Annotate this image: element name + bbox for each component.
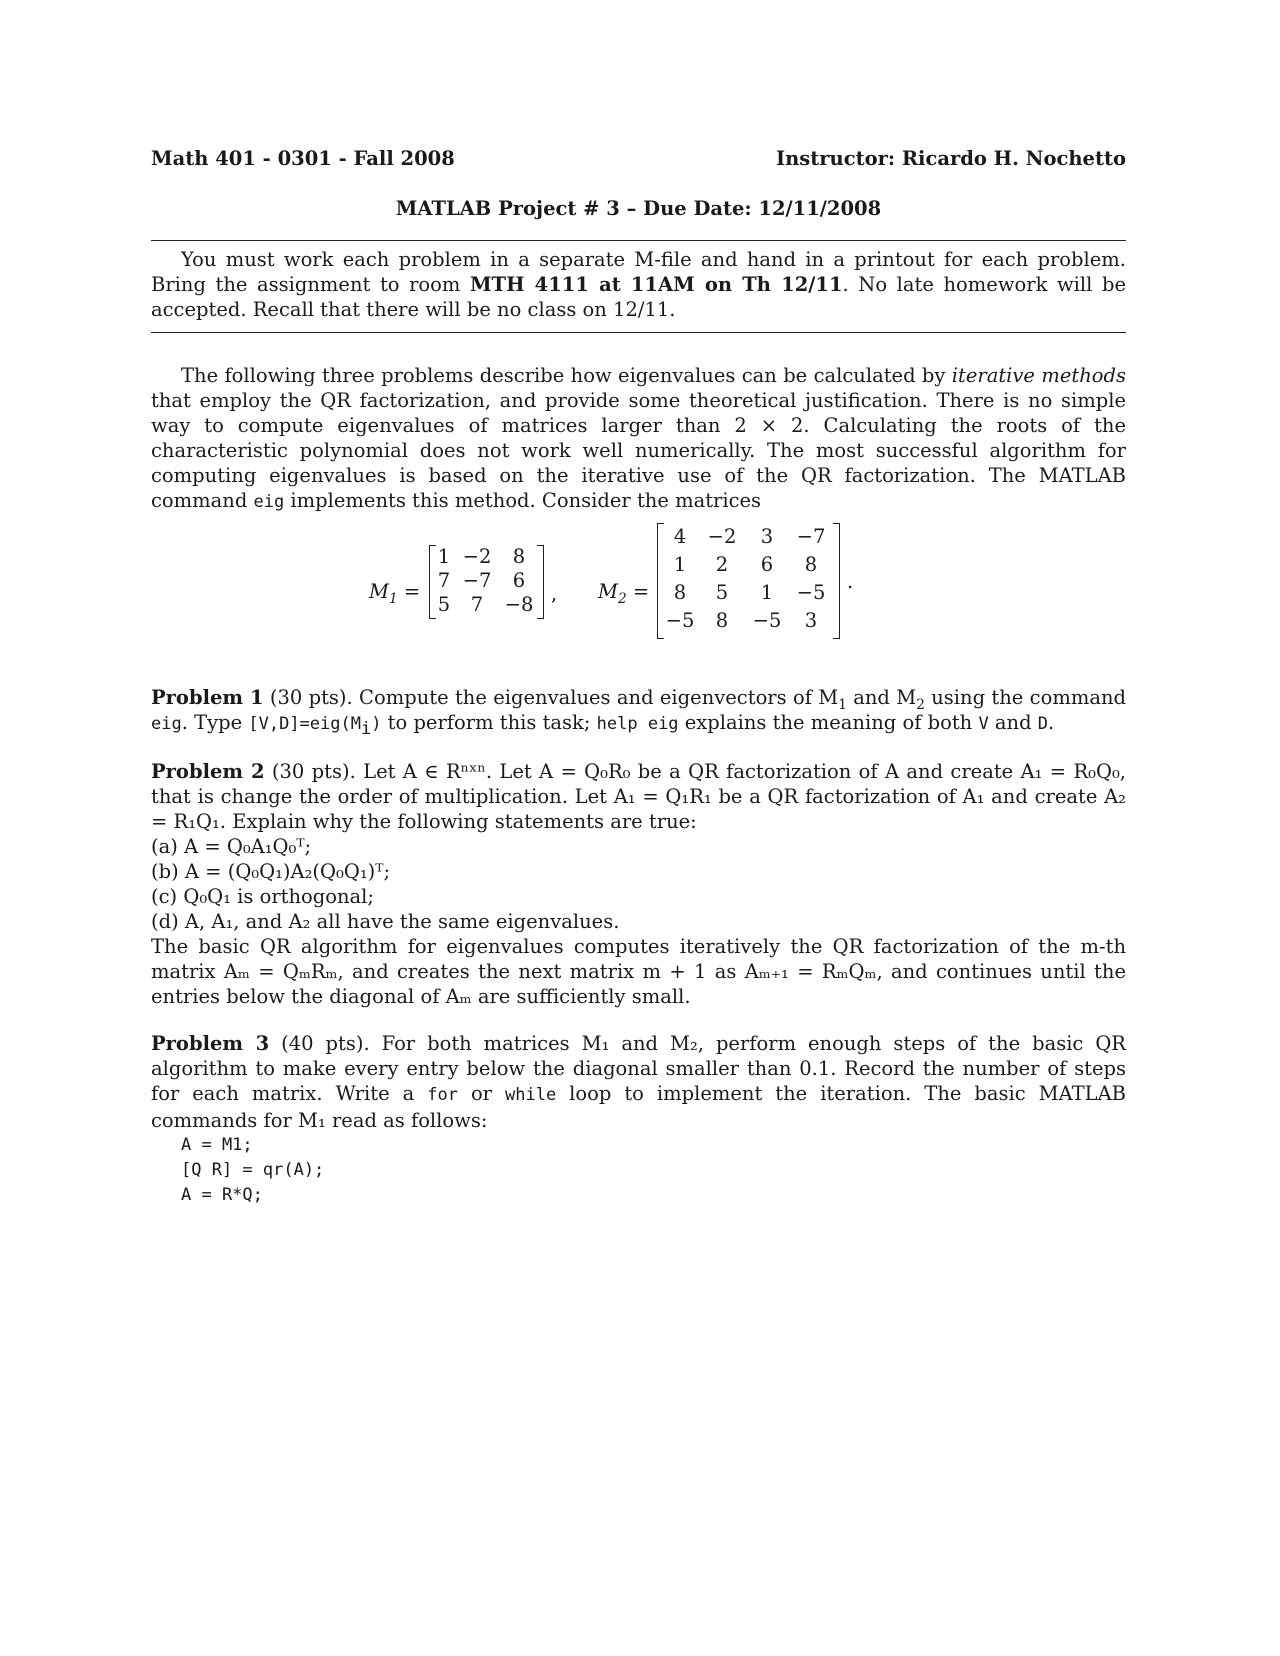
instructor-label: Instructor: Ricardo H. Nochetto [775, 147, 1126, 170]
m1-matrix [433, 545, 539, 617]
matrices-display [151, 523, 1126, 663]
list-item: (b) A = (Q₀Q₁)A₂(Q₀Q₁)ᵀ; [151, 860, 391, 883]
submission-notice [151, 241, 1126, 332]
matrix-entry: 5 [715, 581, 729, 604]
list-item: (a) A = Q₀A₁Q₀ᵀ; [151, 835, 312, 858]
problem-2-items [151, 834, 1126, 934]
matrix-entry: 3 [760, 525, 774, 548]
code-line: [Q R] = qr(A); [181, 1160, 325, 1180]
matrix-entry: 6 [760, 553, 774, 576]
code-block [181, 1133, 1126, 1208]
problem-1-heading: Problem 1 [151, 686, 264, 709]
matrix-entry: 3 [804, 609, 818, 632]
problem-1: Problem 1 (30 pts). Compute the eigenvalues and eigenvectors of $M_1$ and $M_2$ using the command eig. Type $[V,D]=eig(M_i)$ to perform this task; help eig explains the meaning of both V and D. [151, 686, 1126, 739]
document-page [151, 146, 1126, 1208]
matrix-entry: 1 [673, 553, 687, 576]
intro-command: eig [253, 492, 285, 512]
m2-right-bracket [833, 523, 840, 639]
intro-text-2: that employ the QR factorization, and provide some theoretical justification. There is no simple way to compute eigenvalues of matrices larger than 2 × 2. Calculating the roots of the characteristic polynomial does not work well numerically. The most successful algorithm for computing eigenvalues is based on the iterative use of the QR factorization. The MATLAB command [151, 389, 1126, 512]
document-header [151, 146, 1126, 176]
matrix-entry: −7 [462, 569, 492, 592]
list-item: (d) A, A₁, and A₂ all have the same eigenvalues. [151, 910, 620, 933]
matrix-entry: 1 [760, 581, 774, 604]
matrix-entry: 1 [437, 545, 451, 568]
intro-emphasis: iterative methods [951, 364, 1126, 387]
intro-paragraph [151, 363, 1126, 515]
m2-period: . [847, 570, 854, 593]
problem-2-closing: The basic QR algorithm for eigenvalues computes iteratively the QR factorization of the m-th matrix Aₘ = QₘRₘ, and creates the next matrix m + 1 as Aₘ₊₁ = RₘQₘ, and continues until the entries below the diagonal of Aₘ are sufficiently small. [151, 935, 1126, 1008]
matrix-entry: −5 [665, 609, 695, 632]
matrix-entry: 8 [804, 553, 818, 576]
m2-matrix [661, 523, 833, 635]
matrix-entry: −2 [707, 525, 737, 548]
problem-3: Problem 3 (40 pts). For both matrices M₁ and M₂, perform enough steps of the basic QR algorithm to make every entry below the diagonal smaller than 0.1. Record the number of steps for each matrix. Write a for or while loop to implement the iteration. The basic MATLAB commands for M₁ read as follows: A = M1; [Q R] = qr(A); A = R*Q; [151, 1031, 1126, 1208]
course-label: Math 401 - 0301 - Fall 2008 [151, 147, 455, 170]
notice-location-time: MTH 4111 at 11AM on Th 12/11 [469, 273, 843, 296]
matrix-entry: −2 [462, 545, 492, 568]
m1-label: $M_1$ = [369, 580, 421, 607]
problem-3-heading: Problem 3 [151, 1032, 270, 1055]
intro-text-3: implements this method. Consider the matrices [284, 489, 762, 512]
matrix-entry: 8 [715, 609, 729, 632]
matrix-entry: −5 [796, 581, 826, 604]
problem-2-text: (30 pts). Let A ∈ Rⁿˣⁿ. Let A = Q₀R₀ be a QR factorization of A and create A₁ = R₀Q₀, that is change the order of multiplication. Let A₁ = Q₁R₁ be a QR factorization of A₁ and create A₂ = R₁Q₁. Explain why the following statements are true: [151, 760, 1126, 833]
notice-text-2: . No late homework will be accepted. Recall that there will be no class on 12/11. [151, 273, 1126, 321]
m1-comma: , [551, 582, 558, 605]
notice-text-1: You must work each problem in a separate M-file and hand in a printout for each problem. Bring the assignment to room [151, 248, 1126, 296]
matrix-entry: 2 [715, 553, 729, 576]
code-line: A = M1; [181, 1135, 253, 1155]
matrix-entry: 6 [512, 569, 526, 592]
matrix-entry: −7 [796, 525, 826, 548]
project-title: MATLAB Project # 3 – Due Date: 12/11/2008 [395, 197, 882, 220]
matrix-entry: 8 [673, 581, 687, 604]
problem-2 [151, 759, 1126, 1009]
list-item: (c) Q₀Q₁ is orthogonal; [151, 885, 374, 908]
intro-text-1: The following three problems describe how eigenvalues can be calculated by [181, 364, 952, 387]
m1-right-bracket [537, 545, 544, 619]
code-line: A = R*Q; [181, 1185, 263, 1205]
bottom-divider [151, 332, 1126, 333]
matrix-entry: 7 [470, 593, 484, 616]
matrix-entry: 5 [437, 593, 451, 616]
matrix-entry: −5 [752, 609, 782, 632]
matrix-entry: 7 [437, 569, 451, 592]
problem-2-heading: Problem 2 [151, 760, 265, 783]
m2-label: $M_2$ = [598, 580, 650, 607]
matrix-entry: −8 [504, 593, 534, 616]
matrix-entry: 8 [512, 545, 526, 568]
matrix-entry: 4 [673, 525, 687, 548]
